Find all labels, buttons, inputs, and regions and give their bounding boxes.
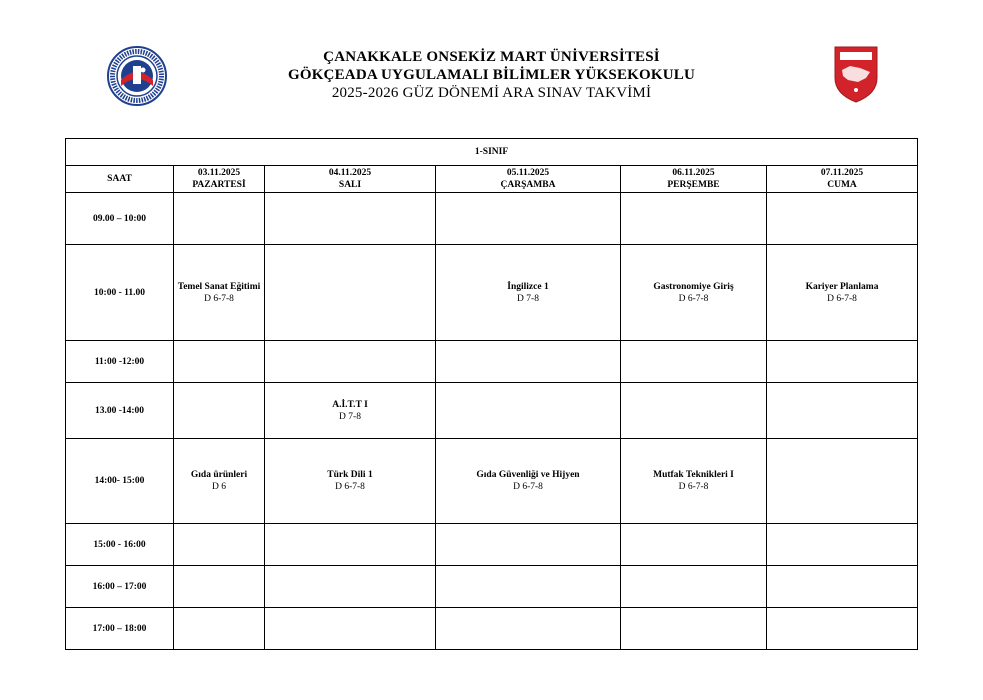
exam-cell (767, 439, 918, 524)
exam-cell (174, 439, 265, 524)
course-name: Türk Dili 1 (327, 470, 373, 480)
time-slot-row (66, 524, 918, 566)
exam-calendar-title: 2025-2026 GÜZ DÖNEMİ ARA SINAV TAKVİMİ (331, 85, 652, 101)
exam-cell (174, 383, 265, 439)
time-slot: 11:00 -12:00 (66, 341, 174, 383)
day-name: PERŞEMBE (667, 180, 720, 190)
exam-room: D 6-7-8 (335, 482, 365, 492)
time-slot-row (66, 608, 918, 650)
exam-room: D 6-7-8 (204, 293, 234, 304)
exam-cell (174, 341, 265, 383)
day-header (436, 166, 621, 193)
time-slot: 13.00 -14:00 (66, 383, 174, 439)
exam-cell (767, 341, 918, 383)
exam-cell (767, 383, 918, 439)
day-header (767, 166, 918, 193)
exam-cell (767, 608, 918, 650)
exam-cell (436, 566, 621, 608)
exam-room: D 6-7-8 (513, 482, 543, 492)
exam-cell (265, 524, 436, 566)
course-name: Gıda Güvenliği ve Hijyen (476, 470, 580, 480)
course-name: Mutfak Teknikleri I (653, 470, 734, 480)
time-header: SAAT (66, 166, 174, 193)
exam-cell (265, 439, 436, 524)
exam-cell (265, 566, 436, 608)
exam-cell (621, 193, 767, 245)
exam-cell (436, 193, 621, 245)
exam-cell (621, 439, 767, 524)
exam-cell (265, 383, 436, 439)
time-slot-row (66, 439, 918, 524)
day-header (621, 166, 767, 193)
time-slot: 15:00 - 16:00 (66, 524, 174, 566)
time-slot-row (66, 383, 918, 439)
day-header (174, 166, 265, 193)
day-name: CUMA (827, 180, 857, 190)
exam-cell (436, 245, 621, 341)
exam-room: D 6-7-8 (678, 482, 709, 492)
exam-cell (174, 524, 265, 566)
exam-cell (621, 245, 767, 341)
time-slot-row (66, 341, 918, 383)
exam-cell (436, 524, 621, 566)
exam-room: D 7-8 (517, 293, 539, 304)
exam-cell (174, 608, 265, 650)
exam-cell (436, 439, 621, 524)
exam-cell (767, 193, 918, 245)
exam-cell (767, 524, 918, 566)
course-name: Temel Sanat Eğitimi (177, 281, 261, 292)
course-name: A.İ.T.T I (332, 399, 368, 410)
document-header (0, 48, 983, 102)
school-name: GÖKÇEADA UYGULAMALI BİLİMLER YÜKSEKOKULU (287, 67, 696, 83)
time-slot: 09.00 – 10:00 (66, 193, 174, 245)
day-date: 03.11.2025 (197, 168, 241, 178)
time-slot-row (66, 566, 918, 608)
time-slot: 10:00 - 11.00 (66, 245, 174, 341)
time-slot-row (66, 193, 918, 245)
day-date: 06.11.2025 (672, 168, 715, 178)
exam-cell (436, 383, 621, 439)
exam-room: D 6 (212, 482, 226, 492)
exam-cell (265, 193, 436, 245)
class-label: 1-SINIF (66, 139, 918, 166)
exam-cell (621, 341, 767, 383)
exam-cell (436, 341, 621, 383)
day-name: PAZARTESİ (192, 180, 246, 190)
course-name: Gastronomiye Giriş (653, 281, 734, 292)
day-name: ÇARŞAMBA (500, 180, 556, 190)
exam-cell (621, 524, 767, 566)
day-header (265, 166, 436, 193)
exam-cell (174, 566, 265, 608)
exam-cell (621, 383, 767, 439)
exam-cell (767, 566, 918, 608)
course-name: İngilizce 1 (507, 281, 549, 292)
time-slot: 17:00 – 18:00 (66, 608, 174, 650)
exam-schedule-table (65, 138, 918, 650)
day-date: 05.11.2025 (506, 168, 550, 178)
exam-cell (174, 193, 265, 245)
day-name: SALI (338, 180, 362, 190)
exam-cell (265, 608, 436, 650)
time-slot: 14:00- 15:00 (66, 439, 174, 524)
course-name: Kariyer Planlama (805, 281, 879, 292)
university-name: ÇANAKKALE ONSEKİZ MART ÜNİVERSİTESİ (323, 49, 660, 65)
exam-cell (621, 608, 767, 650)
exam-cell (621, 566, 767, 608)
class-row (66, 139, 918, 166)
exam-cell (174, 245, 265, 341)
exam-room: D 6-7-8 (678, 293, 709, 304)
time-slot: 16:00 – 17:00 (66, 566, 174, 608)
exam-cell (265, 245, 436, 341)
day-header-row (66, 166, 918, 193)
exam-room: D 7-8 (339, 411, 361, 422)
exam-cell (767, 245, 918, 341)
exam-cell (265, 341, 436, 383)
day-date: 04.11.2025 (328, 168, 372, 178)
course-name: Gıda ürünleri (190, 470, 248, 480)
exam-cell (436, 608, 621, 650)
time-slot-row (66, 245, 918, 341)
day-date: 07.11.2025 (820, 168, 864, 178)
exam-room: D 6-7-8 (827, 293, 857, 304)
